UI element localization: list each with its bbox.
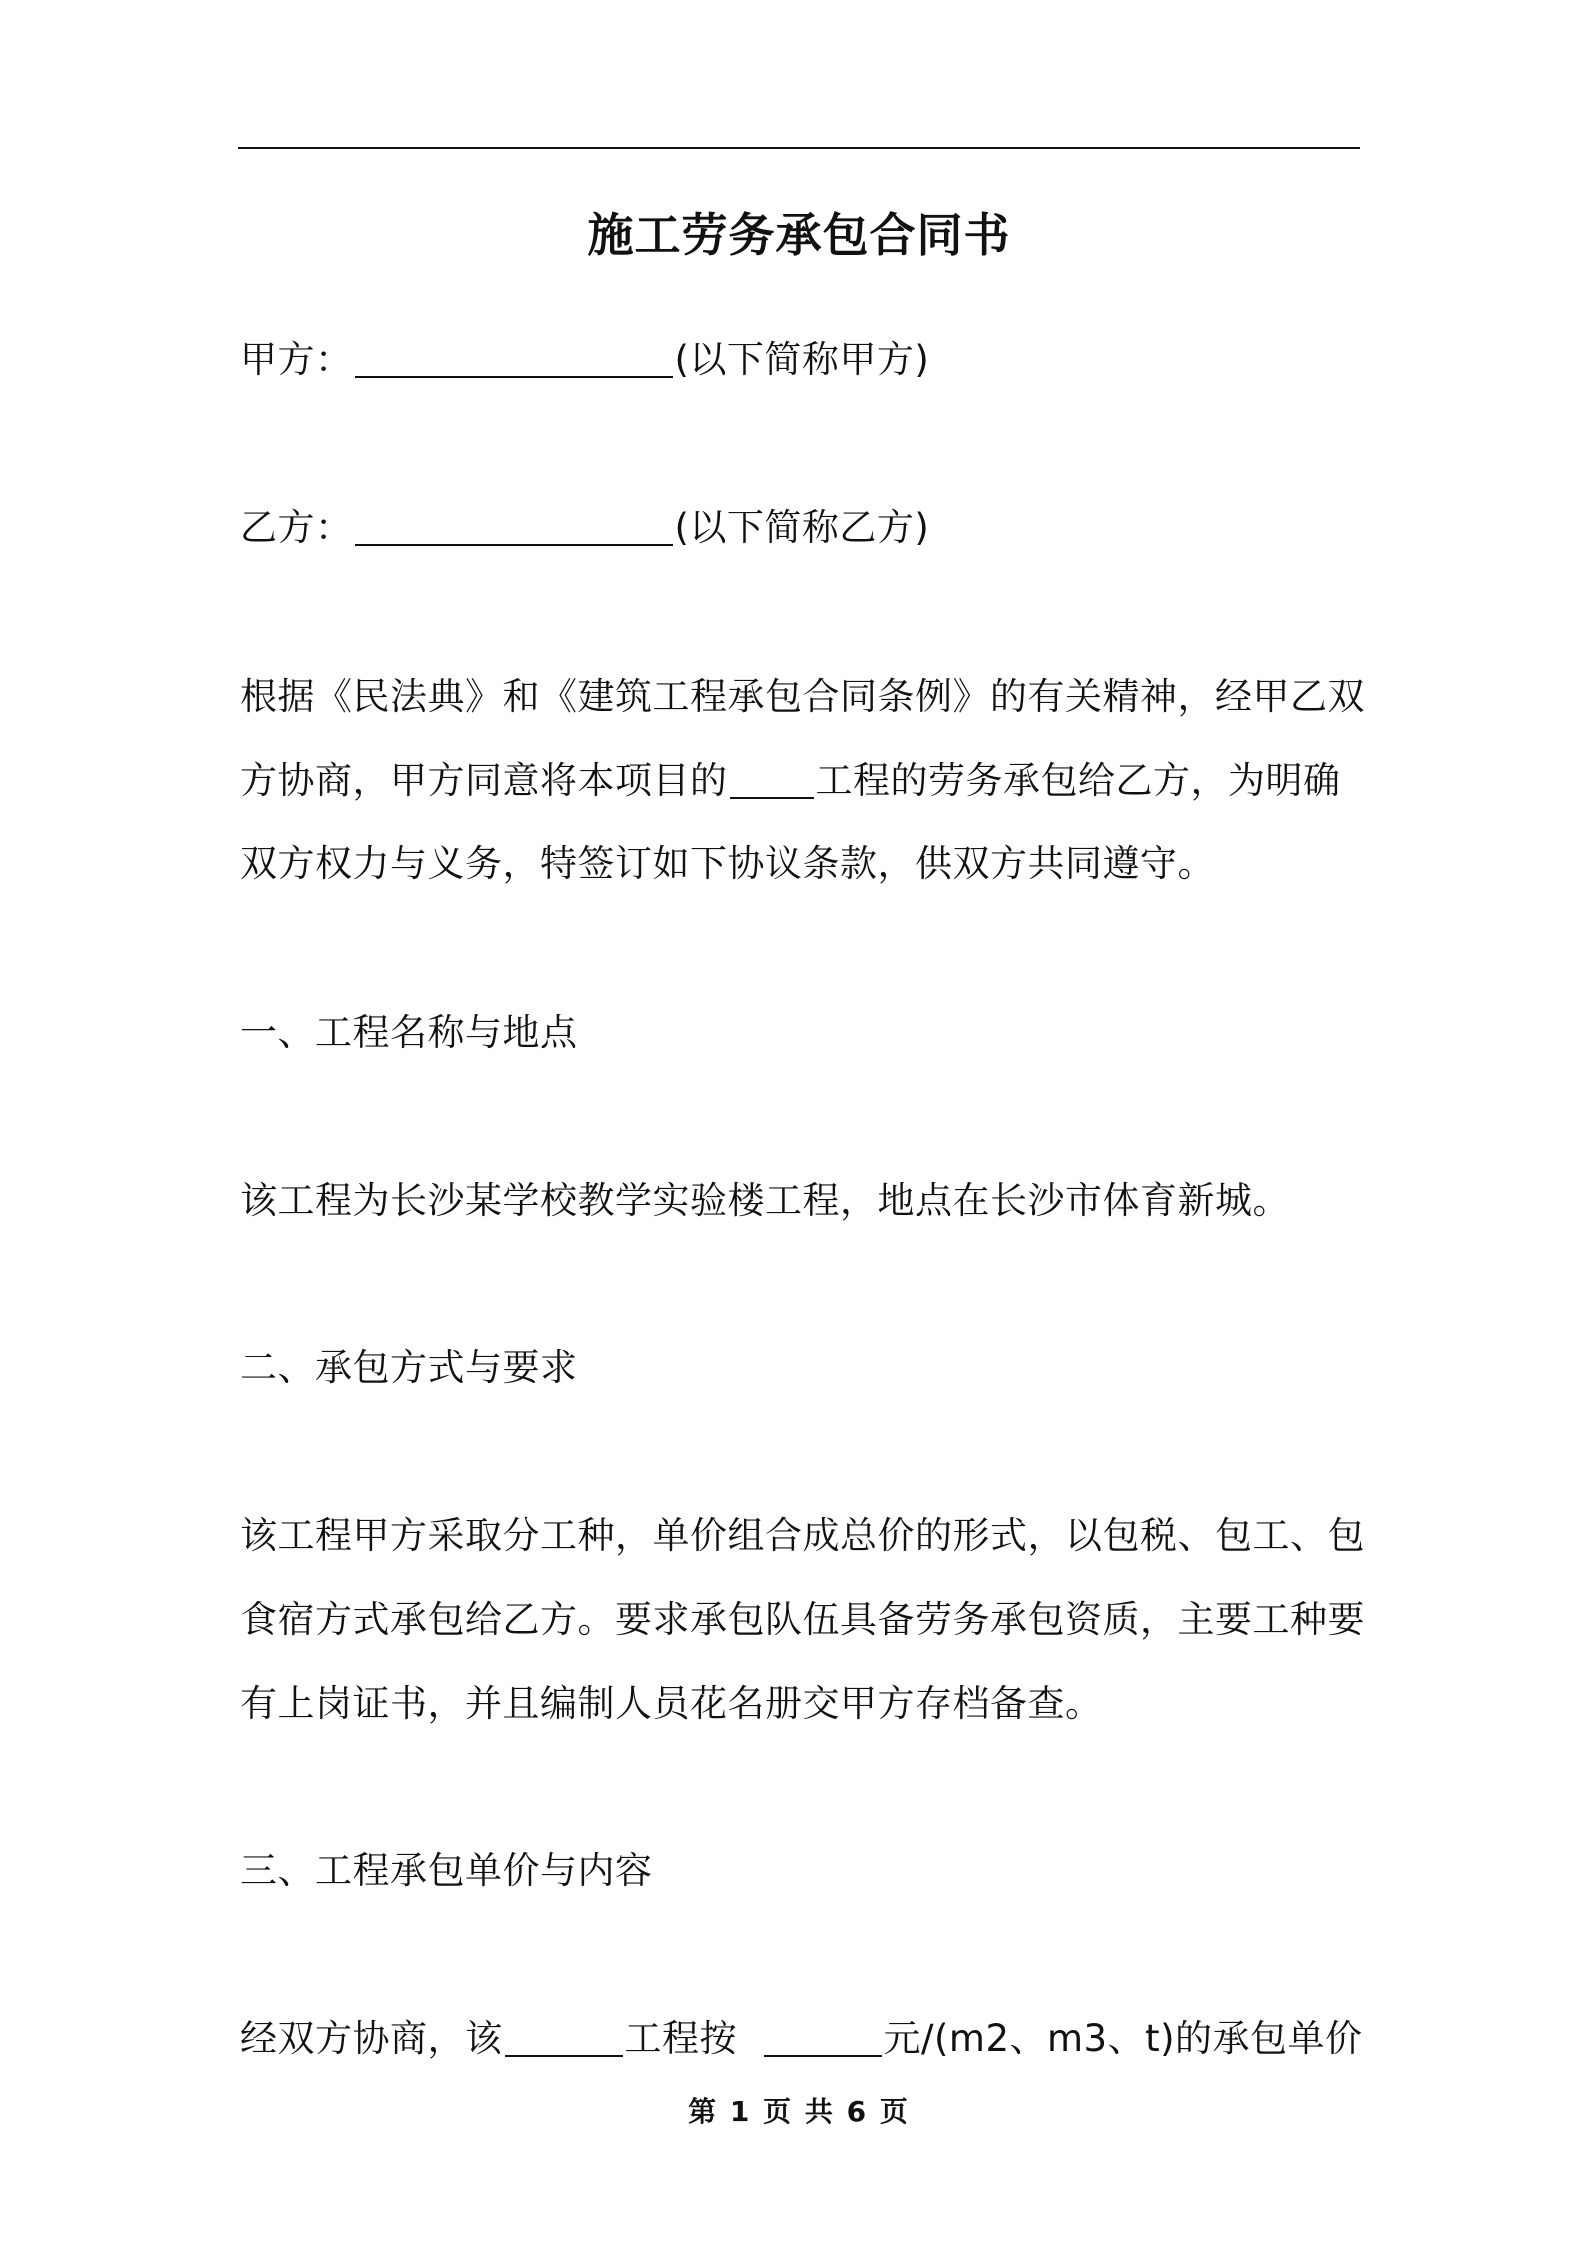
document-title: 施工劳务承包合同书: [587, 208, 1011, 262]
preamble-line-1: 根据《民法典》和《建筑工程承包合同条例》的有关精神，经甲乙双: [240, 675, 1365, 718]
section-2-heading: 二、承包方式与要求: [240, 1346, 578, 1389]
party-a-blank: [355, 336, 673, 378]
party-a-label: 甲方：: [240, 338, 353, 381]
section-3-line-1-mid: 工程按: [624, 2017, 737, 2060]
unit-price-blank: [764, 2015, 882, 2057]
section-1-body: 该工程为长沙某学校教学实验楼工程，地点在长沙市体育新城。: [240, 1179, 1290, 1222]
section-2-line-2: 食宿方式承包给乙方。要求承包队伍具备劳务承包资质，主要工种要: [240, 1598, 1365, 1641]
page-indicator: 第 1 页 共 6 页: [688, 2095, 910, 2128]
section-3-line-1-start: 经双方协商，该: [240, 2017, 503, 2060]
project-name-blank: [730, 757, 814, 799]
header-rule: [238, 147, 1360, 149]
party-b-label: 乙方：: [240, 506, 353, 549]
preamble-line-2-start: 方协商，甲方同意将本项目的: [240, 759, 728, 802]
section-3-heading: 三、工程承包单价与内容: [240, 1849, 653, 1892]
preamble-line-2: [240, 739, 1364, 823]
section-2-line-3: 有上岗证书，并且编制人员花名册交甲方存档备查。: [240, 1682, 1103, 1725]
preamble-line-2-end: 工程的劳务承包给乙方，为明确: [815, 759, 1341, 802]
party-a-line: [240, 318, 1364, 402]
party-b-blank: [355, 504, 673, 546]
party-b-suffix: (以下简称乙方): [674, 506, 930, 549]
work-type-blank: [505, 2015, 623, 2057]
party-b-line: [240, 486, 1364, 570]
section-3-line-1: [240, 1997, 1364, 2081]
section-2-line-1: 该工程甲方采取分工种，单价组合成总价的形式，以包税、包工、包: [240, 1514, 1365, 1557]
section-1-heading: 一、工程名称与地点: [240, 1011, 578, 1054]
preamble-line-3: 双方权力与义务，特签订如下协议条款，供双方共同遵守。: [240, 842, 1215, 885]
section-3-line-1-end: 元/(m2、m3、t)的承包单价: [883, 2017, 1363, 2060]
party-a-suffix: (以下简称甲方): [674, 338, 930, 381]
